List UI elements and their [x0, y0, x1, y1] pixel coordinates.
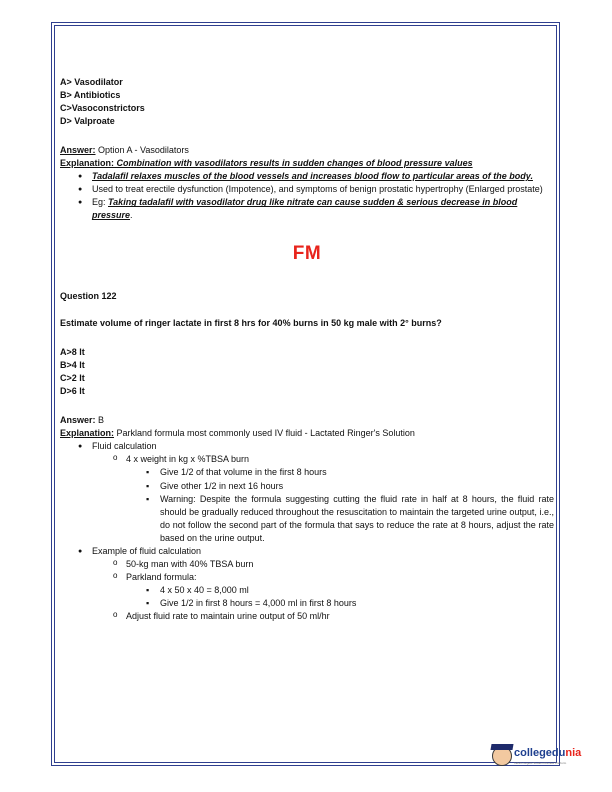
option-a: A> Vasodilator — [60, 77, 123, 87]
collegedunia-logo — [492, 744, 582, 772]
option-c: C>2 lt — [60, 373, 85, 384]
explanation-1-bullets — [60, 170, 554, 222]
explanation-1 — [60, 157, 554, 170]
option-c: C>Vasoconstrictors — [60, 103, 145, 114]
answer-1-text: Option A - Vasodilators — [95, 145, 189, 156]
answer-2 — [60, 414, 554, 427]
explanation-2-text: Parkland formula most commonly used IV fluid - Lactated Ringer's Solution — [114, 428, 415, 439]
answer-1-label: Answer: — [60, 145, 96, 156]
graduation-cap-icon — [490, 744, 513, 750]
explanation-1-text: Combination with vasodilators results in sudden changes of blood pressure values — [114, 158, 473, 169]
eg-prefix: Eg: — [92, 197, 109, 208]
eg-text: Taking tadalafil with vasodilator drug like nitrate can cause sudden & serious decrease in blood pressure — [92, 197, 518, 221]
list-item: o 50-kg man with 40% TBSA burn — [60, 558, 554, 571]
explanation-2 — [60, 427, 554, 440]
list-item: ● Tadalafil relaxes muscles of the blood vessels and increases blood flow to particular areas of the body. — [60, 170, 554, 183]
section-heading: FM — [292, 243, 322, 265]
list-item: ● Fluid calculation — [60, 440, 554, 453]
option-b: B>4 lt — [60, 360, 85, 371]
option-b: B> Antibiotics — [60, 90, 121, 101]
explanation-1-label: Explanation: — [60, 158, 115, 169]
logo-text: collegedunia — [514, 747, 582, 759]
list-item: o Adjust fluid rate to maintain urine output of 50 ml/hr — [60, 610, 554, 623]
logo-tagline: India's largest Student Review Platform — [514, 761, 567, 765]
document-content — [60, 76, 554, 623]
list-item: ● Used to treat erectile dysfunction (Impotence), and symptoms of benign prostatic hypertrophy (Enlarged prostate) — [60, 183, 554, 196]
list-item: ▪ Give 1/2 of that volume in the first 8 hours — [60, 466, 554, 479]
list-item: ▪ 4 x 50 x 40 = 8,000 ml — [60, 584, 554, 597]
list-item: o Parkland formula: — [60, 571, 554, 584]
list-item: ▪ Give other 1/2 in next 16 hours — [60, 480, 554, 493]
question-text: Estimate volume of ringer lactate in first 8 hrs for 40% burns in 50 kg male with 2° burns? — [60, 318, 442, 329]
explanation-2-list — [60, 440, 554, 623]
list-item: ● Eg: Taking tadalafil with vasodilator drug like nitrate can cause sudden & serious decrease in blood pressure. — [60, 196, 554, 222]
answer-2-label: Answer: — [60, 415, 96, 426]
list-item: o 4 x weight in kg x %TBSA burn — [60, 453, 554, 466]
option-d: D>6 lt — [60, 386, 85, 397]
question-number: Question 122 — [60, 291, 117, 302]
list-item: ● Example of fluid calculation — [60, 545, 554, 558]
option-a: A>8 lt — [60, 347, 85, 358]
option-d: D> Valproate — [60, 116, 115, 127]
answer-2-text: B — [95, 415, 105, 426]
list-item: ▪ Give 1/2 in first 8 hours = 4,000 ml in first 8 hours — [60, 597, 554, 610]
answer-1 — [60, 144, 554, 157]
list-item: ▪ Warning: Despite the formula suggesting cutting the fluid rate in half at 8 hours, the fluid rate should be gradually reduced throughout the resuscitation to maintain the targeted urine output, i.e., do not follow the second part of the formula that says to reduce the rate at 8 hours, adjust the rate based on the urine output. — [60, 493, 554, 545]
explanation-2-label: Explanation: — [60, 428, 115, 439]
